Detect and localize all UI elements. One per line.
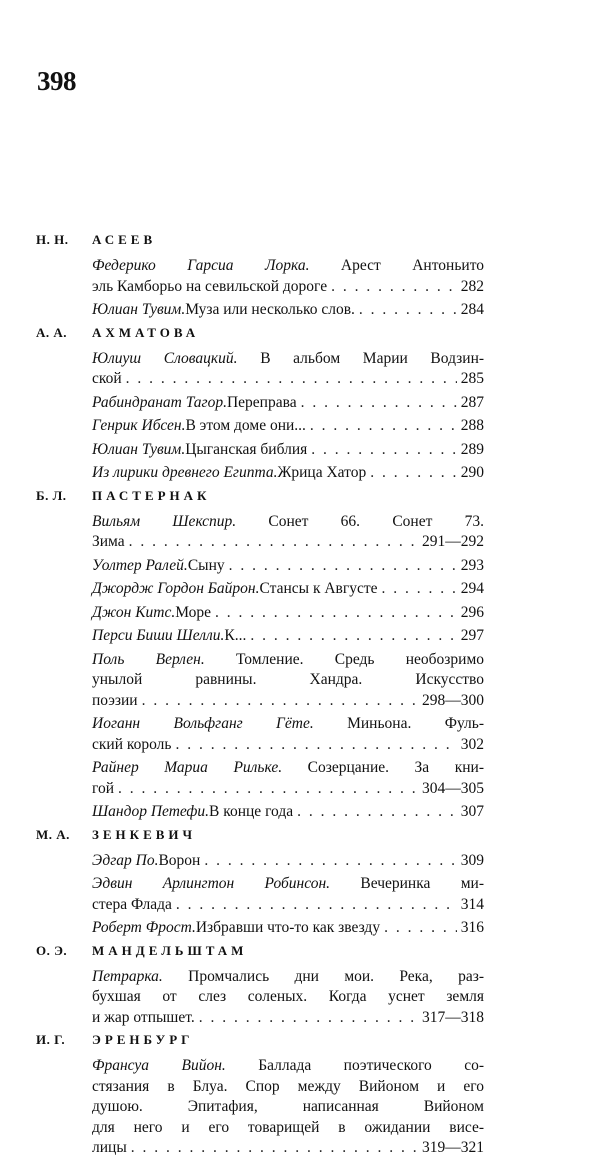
entry-title: В конце года (209, 803, 294, 820)
translator-section (36, 488, 486, 823)
entry-title: лицы (92, 1139, 127, 1156)
page-number: 398 (37, 66, 76, 96)
dot-leader (199, 1008, 418, 1029)
entry-pages: 294 (460, 580, 484, 597)
entry-pages: 296 (460, 603, 484, 621)
dot-leader (370, 463, 457, 484)
dot-leader (215, 603, 457, 624)
dot-leader (176, 895, 457, 916)
dot-leader (297, 802, 457, 823)
entry-pages: 289 (460, 440, 484, 458)
toc-entry (92, 1056, 484, 1159)
entry-line (92, 1118, 484, 1139)
entry-line (92, 851, 484, 872)
entry-pages: 304—305 (422, 779, 484, 797)
entry-title: Жрица Хатор (277, 464, 367, 481)
entry-title: В этом доме они... (185, 417, 306, 434)
entry-pages: 297 (460, 627, 484, 644)
translator-surname: МАНДЕЛЬШТАМ (92, 942, 248, 958)
entry-title: стера Флада (92, 895, 172, 913)
entry-title: эль Камборьо на севильской дороге (92, 277, 328, 295)
translator-section (36, 232, 486, 321)
entry-title: Муза или несколько слов. (185, 301, 355, 318)
dot-leader (359, 300, 457, 321)
entry-title: В альбом Марии Водзин- (260, 349, 485, 367)
entry-title: Море (175, 603, 211, 621)
toc-entry (92, 603, 484, 624)
entry-line (92, 300, 484, 321)
entry-author: Франсуа Вийон. (92, 1057, 226, 1074)
entry-line (92, 603, 484, 624)
table-of-contents (36, 232, 486, 1163)
toc-entry (92, 918, 484, 939)
entry-title: Сонет 66. Сонет 73. (268, 512, 484, 530)
translator-initials: М. А. (36, 826, 70, 842)
entry-line (92, 874, 484, 895)
entry-line (92, 416, 484, 437)
entry-title: Арест Антоньито (340, 257, 485, 274)
toc-entry (92, 463, 484, 484)
entry-line (92, 1077, 484, 1098)
toc-entry (92, 300, 484, 321)
toc-entry (92, 440, 484, 461)
entry-title: Баллада поэтического со- (258, 1057, 485, 1074)
toc-entry (92, 758, 484, 799)
entry-pages: 314 (460, 895, 484, 913)
entry-title: К... (224, 627, 247, 644)
entry-line (92, 967, 484, 988)
entry-line (92, 1008, 484, 1029)
entry-pages: 284 (460, 301, 484, 318)
entry-line (92, 349, 484, 370)
entry-line (92, 393, 484, 414)
entry-title: Томление. Средь необозримо (235, 650, 484, 668)
toc-entry (92, 393, 484, 414)
entry-line (92, 626, 484, 647)
translator-section (36, 1032, 486, 1159)
entry-title: Стансы к Августе (259, 580, 378, 597)
toc-entry (92, 714, 484, 755)
entry-line (92, 1138, 484, 1159)
entry-author: Шандор Петефи. (92, 803, 210, 820)
toc-entry (92, 626, 484, 647)
entry-pages: 290 (460, 464, 484, 481)
entry-pages: 307 (460, 803, 484, 820)
translator-initials: О. Э. (36, 942, 68, 958)
entry-line (92, 512, 484, 533)
translator-surname: ПАСТЕРНАК (92, 487, 211, 503)
entry-line (92, 735, 484, 756)
entry-author: Перси Биши Шелли. (92, 627, 225, 644)
toc-entry (92, 416, 484, 437)
entry-pages: 287 (460, 393, 484, 411)
entry-author: Иоганн Вольфганг Гёте. (92, 715, 314, 732)
entry-pages: 309 (460, 851, 484, 869)
translator-heading (36, 943, 486, 965)
entry-title: Переправа (226, 393, 297, 411)
toc-entry (92, 851, 484, 872)
translator-section (36, 943, 486, 1029)
toc-entry (92, 256, 484, 297)
dot-leader (331, 277, 457, 298)
entry-line (92, 532, 484, 553)
translator-heading (36, 325, 486, 347)
entry-pages: 317—318 (422, 1008, 484, 1026)
translator-heading (36, 827, 486, 849)
entry-pages: 298—300 (422, 691, 484, 709)
dot-leader (118, 779, 418, 800)
entry-title: унылой равнины. Хандра. Искусство (92, 671, 484, 688)
dot-leader (175, 735, 456, 756)
dot-leader (250, 626, 456, 647)
toc-entry (92, 512, 484, 553)
dot-leader (129, 532, 418, 553)
entry-title: душою. Эпитафия, написанная Вийоном (92, 1098, 484, 1115)
entry-author: Вильям Шекспир. (92, 512, 237, 530)
dot-leader (310, 416, 457, 437)
dot-leader (382, 579, 457, 600)
translator-initials: И. Г. (36, 1032, 66, 1047)
entry-title: Сыну (187, 556, 225, 574)
entry-line (92, 987, 484, 1008)
entry-line (92, 650, 484, 671)
entry-title: и жар отпышет. (92, 1008, 195, 1026)
entry-title: для него и его товарищей в ожидании висе- (92, 1118, 484, 1136)
toc-entry (92, 802, 484, 823)
translator-initials: Н. Н. (36, 232, 69, 247)
entry-author: Юлиуш Словацкий. (92, 349, 238, 367)
translator-initials: Б. Л. (36, 487, 67, 503)
dot-leader (229, 556, 457, 577)
entry-title: ской (92, 370, 122, 387)
entry-line (92, 802, 484, 823)
dot-leader (311, 440, 457, 461)
entry-title: Зима (92, 533, 125, 550)
entry-author: Поль Верлен. (92, 650, 205, 668)
entry-title: стязания в Блуа. Спор между Вийоном и его (92, 1077, 484, 1095)
entry-pages: 288 (460, 417, 484, 434)
translator-surname: АХМАТОВА (92, 324, 200, 340)
entry-pages: 319—321 (422, 1139, 484, 1156)
entry-title: Промчались дни мои. Река, раз- (188, 967, 484, 985)
entry-line (92, 1056, 484, 1077)
entry-author: Джон Китс. (92, 603, 176, 621)
entry-pages: 282 (460, 277, 484, 295)
entry-title: Ворон (158, 851, 201, 869)
entry-author: Роберт Фрост. (92, 919, 196, 936)
translator-section (36, 325, 486, 484)
entry-author: Рабиндранат Тагор. (92, 393, 227, 411)
dot-leader (301, 393, 457, 414)
entry-line (92, 556, 484, 577)
entry-pages: 285 (460, 370, 484, 387)
toc-entry (92, 650, 484, 712)
entry-author: Федерико Гарсиа Лорка. (92, 257, 310, 274)
entry-line (92, 277, 484, 298)
translator-heading (36, 232, 486, 254)
toc-entry (92, 349, 484, 390)
entry-pages: 302 (460, 735, 484, 753)
entry-author: Джордж Гордон Байрон. (92, 580, 260, 597)
entry-line (92, 918, 484, 939)
entry-line (92, 691, 484, 712)
entry-line (92, 1097, 484, 1118)
entry-line (92, 670, 484, 691)
entry-title: Созерцание. За кни- (307, 759, 484, 776)
entry-line (92, 440, 484, 461)
translator-section (36, 827, 486, 939)
entry-author: Петрарка. (92, 967, 163, 985)
entry-author: Эдгар По. (92, 851, 159, 869)
dot-leader (131, 1138, 418, 1159)
entry-line (92, 369, 484, 390)
dot-leader (142, 691, 418, 712)
entry-line (92, 714, 484, 735)
entry-line (92, 256, 484, 277)
entry-line (92, 758, 484, 779)
toc-entry (92, 967, 484, 1029)
entry-author: Генрик Ибсен. (92, 417, 186, 434)
entry-title: бухшая от слез соленых. Когда уснет земля (92, 988, 484, 1005)
toc-entry (92, 874, 484, 915)
entry-author: Эдвин Арлингтон Робинсон. (92, 875, 331, 892)
entry-title: гой (92, 779, 115, 797)
translator-heading (36, 488, 486, 510)
translator-surname: АСЕЕВ (92, 232, 157, 247)
entry-author: Из лирики древнего Египта. (92, 464, 278, 481)
entry-title: ский король (92, 735, 172, 753)
entry-line (92, 579, 484, 600)
entry-line (92, 779, 484, 800)
entry-author: Юлиан Тувим. (92, 301, 186, 318)
entry-author: Райнер Мариа Рильке. (92, 759, 283, 776)
dot-leader (384, 918, 457, 939)
entry-author: Уолтер Ралей. (92, 556, 188, 574)
entry-title: Вечеринка ми- (360, 875, 484, 892)
translator-surname: ЗЕНКЕВИЧ (92, 826, 197, 842)
entry-title: Цыганская библия (185, 440, 308, 458)
translator-surname: ЭРЕНБУРГ (92, 1032, 194, 1047)
entry-pages: 291—292 (422, 533, 484, 550)
entry-pages: 316 (460, 919, 484, 936)
entry-line (92, 895, 484, 916)
entry-author: Юлиан Тувим. (92, 440, 186, 458)
entry-title: поэзии (92, 691, 138, 709)
dot-leader (204, 851, 456, 872)
entry-title: Миньона. Фуль- (347, 715, 485, 732)
entry-title: Избравши что-то как звезду (195, 919, 381, 936)
dot-leader (126, 369, 457, 390)
toc-entry (92, 579, 484, 600)
translator-heading (36, 1032, 486, 1054)
entry-pages: 293 (460, 556, 484, 574)
translator-initials: А. А. (36, 324, 68, 340)
entry-line (92, 463, 484, 484)
toc-entry (92, 556, 484, 577)
